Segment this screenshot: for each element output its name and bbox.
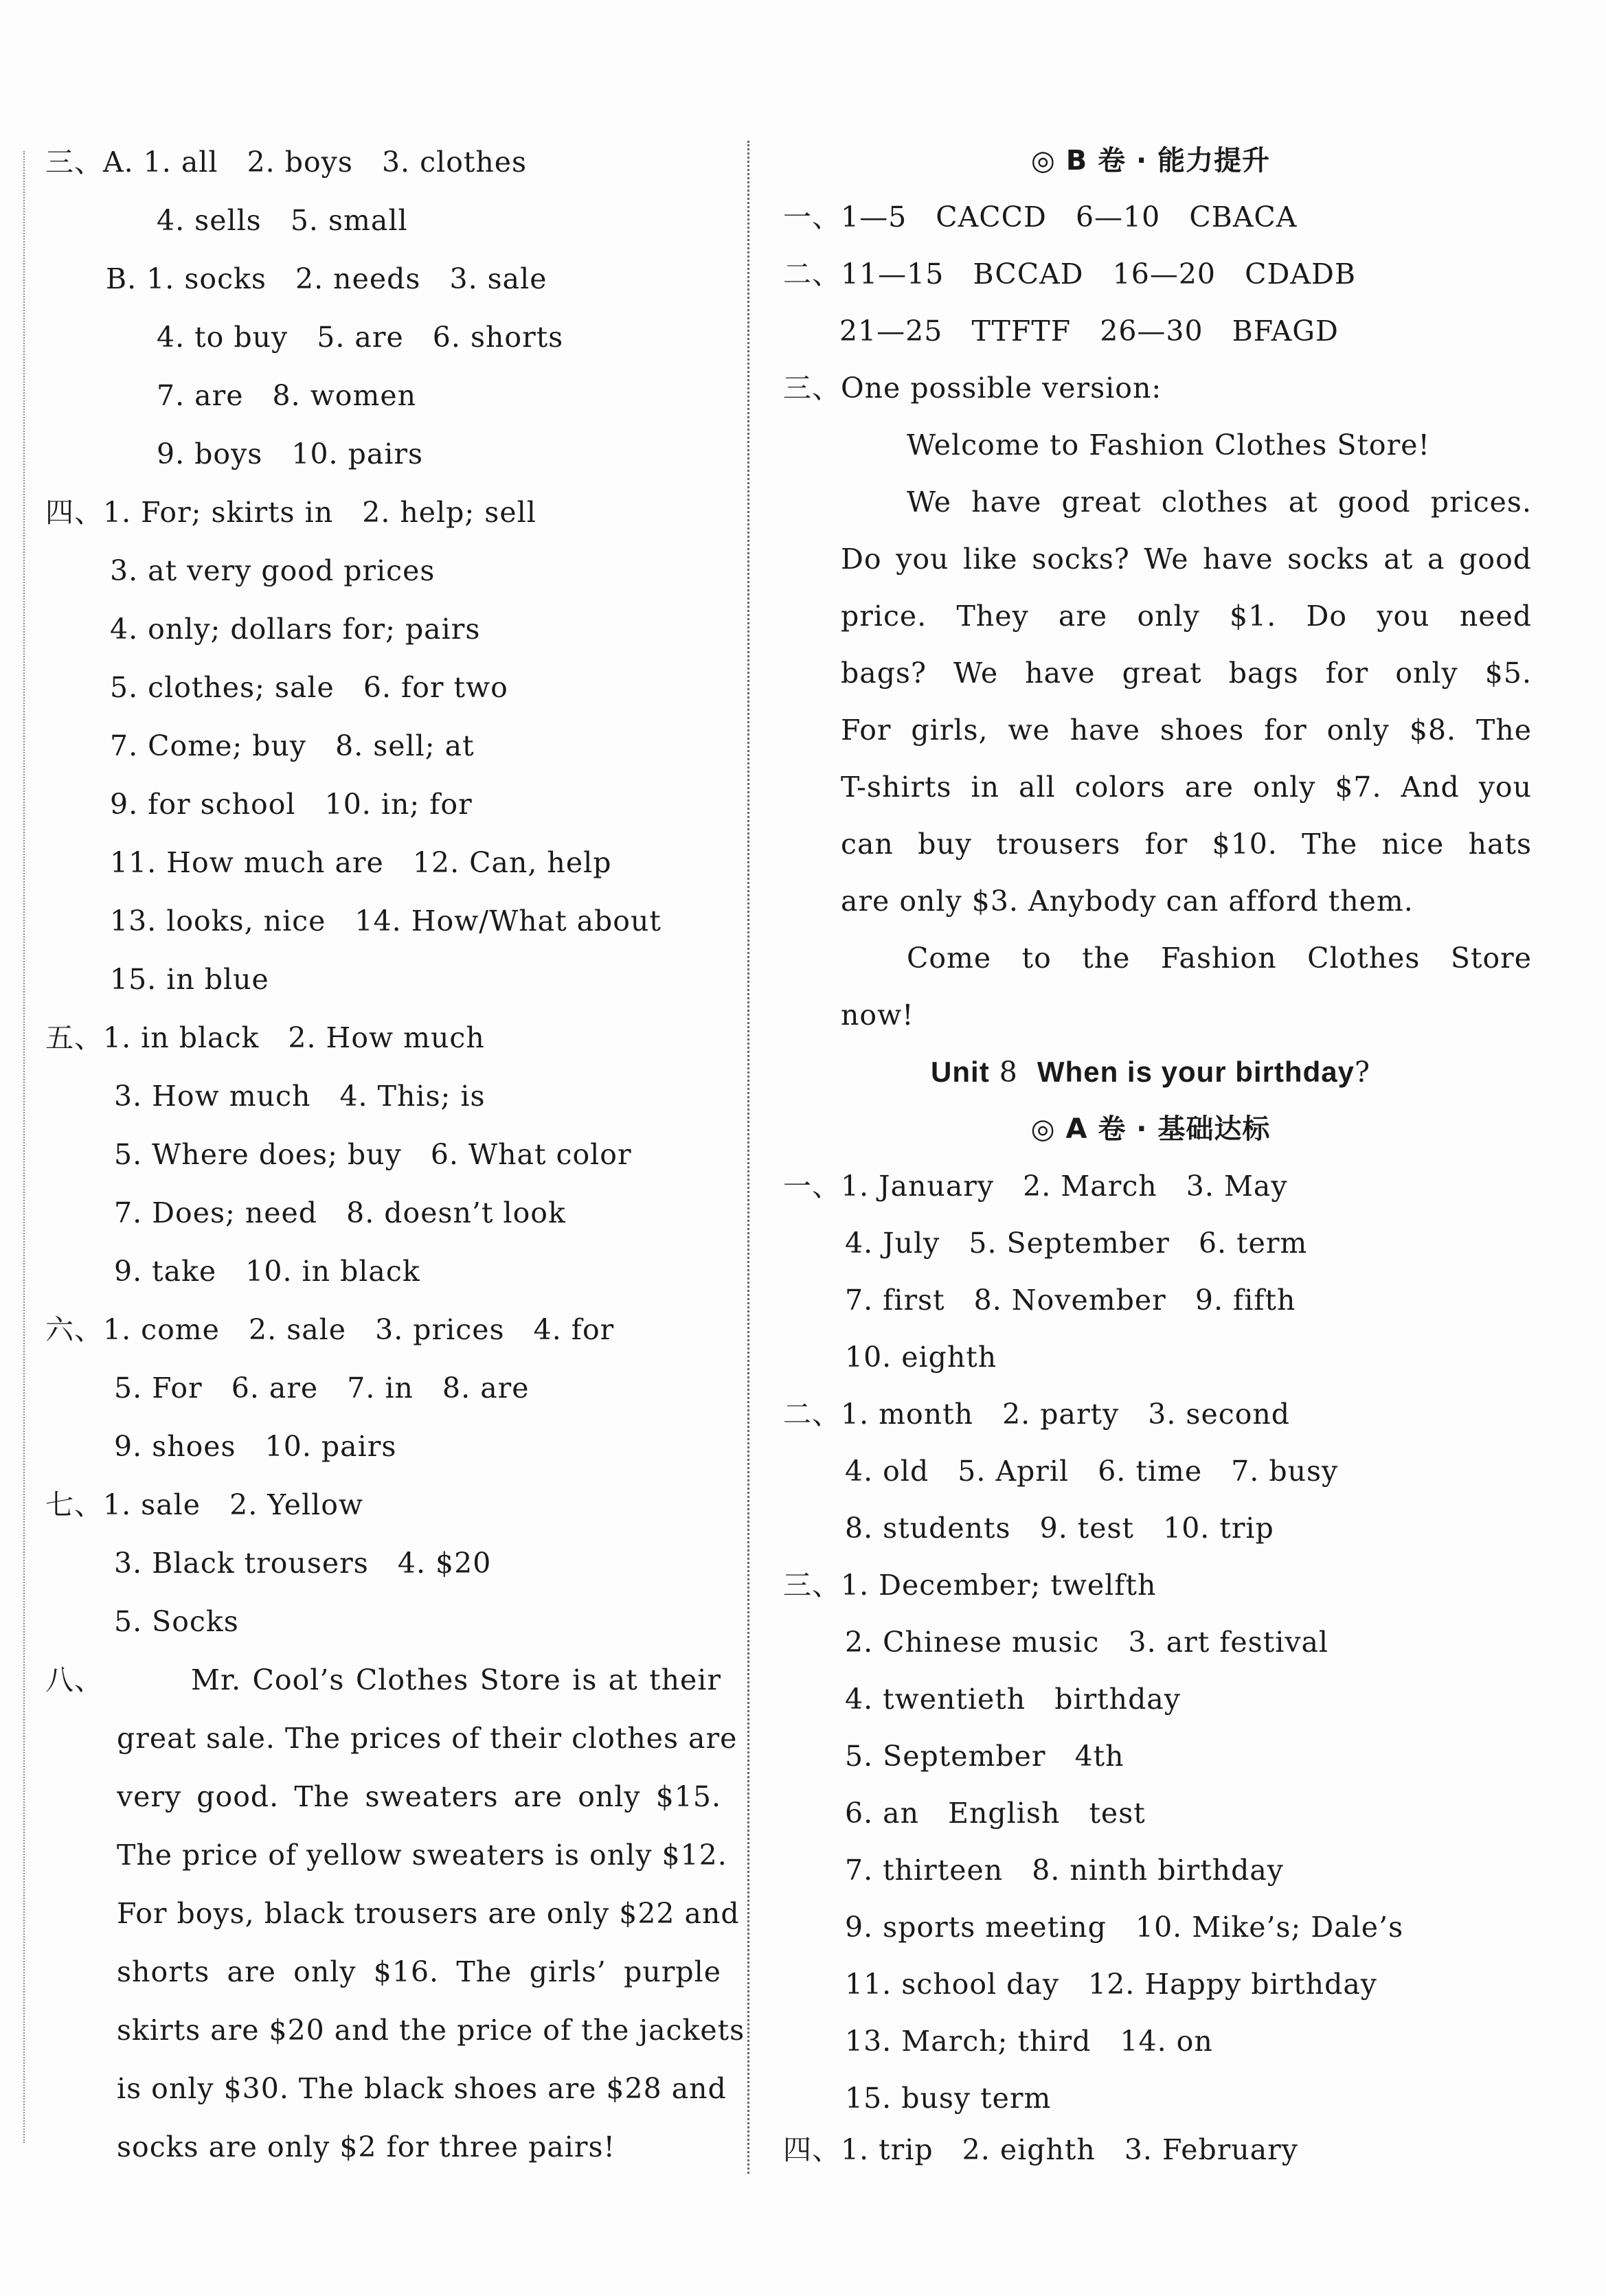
essay-right-p2-line6: T-shirts in all colors are only $7. And you: [841, 771, 1532, 804]
essay-left-line2: great sale. The prices of their clothes are: [117, 1722, 738, 1755]
left-margin-rule: [23, 151, 25, 2143]
essay-left-line9: socks are only $2 for three pairs!: [117, 2130, 615, 2163]
section-liu-line1: 六、1. come 2. sale 3. prices 4. for: [45, 1313, 615, 1346]
section-mark: 一、: [783, 201, 841, 234]
section-wu-line1: 五、1. in black 2. How much: [45, 1021, 485, 1054]
section-liu-line2: 5. For 6. are 7. in 8. are: [114, 1372, 530, 1405]
essay-right-p2-line8: are only $3. Anybody can afford them.: [841, 885, 1414, 918]
section-qi-line3: 5. Socks: [114, 1605, 239, 1638]
a-yi-line4: 10. eighth: [845, 1341, 997, 1374]
essay-right-p2-line5: For girls, we have shoes for only $8. The: [841, 714, 1532, 747]
section-mark: 七、: [45, 1488, 103, 1521]
section-si-line1: 四、1. For; skirts in 2. help; sell: [45, 496, 536, 529]
section-qi-line2: 3. Black trousers 4. $20: [114, 1547, 492, 1580]
section-si-line5: 7. Come; buy 8. sell; at: [110, 729, 475, 762]
section-mark: 三、: [45, 146, 103, 179]
section-si-line7: 11. How much are 12. Can, help: [110, 846, 612, 879]
a-san-line3: 4. twentieth birthday: [845, 1683, 1181, 1716]
a-si-line1: 四、1. trip 2. eighth 3. February: [783, 2133, 1298, 2166]
essay-left-line4: The price of yellow sweaters is only $12.: [117, 1839, 727, 1872]
a-san-line6: 7. thirteen 8. ninth birthday: [845, 1854, 1284, 1887]
b-san-intro: 三、One possible version:: [783, 372, 1162, 405]
section-san-line1: 三、A. 1. all 2. boys 3. clothes: [45, 146, 528, 179]
essay-left-line7: skirts are $20 and the price of the jackets: [117, 2014, 745, 2047]
section-a-heading: ◎ A 卷 · 基础达标: [1030, 1113, 1271, 1145]
b-yi-line1: 一、1—5 CACCD 6—10 CBACA: [783, 201, 1298, 234]
section-wu-line2: 3. How much 4. This; is: [114, 1080, 486, 1113]
section-mark: 四、: [45, 496, 103, 529]
section-si-line3: 4. only; dollars for; pairs: [110, 613, 481, 646]
section-wu-line4: 7. Does; need 8. doesn’t look: [114, 1196, 566, 1229]
a-san-line7: 9. sports meeting 10. Mike’s; Dale’s: [845, 1911, 1404, 1944]
a-san-line10: 15. busy term: [845, 2082, 1052, 2115]
section-mark: 三、: [783, 372, 841, 405]
section-si-line9: 15. in blue: [110, 963, 269, 996]
section-wu-line3: 5. Where does; buy 6. What color: [114, 1138, 632, 1171]
a-san-line5: 6. an English test: [845, 1797, 1146, 1830]
a-san-line8: 11. school day 12. Happy birthday: [845, 1968, 1377, 2001]
section-mark: 六、: [45, 1313, 103, 1346]
essay-left-line3: very good. The sweaters are only $15.: [117, 1780, 721, 1813]
section-si-line4: 5. clothes; sale 6. for two: [110, 671, 508, 704]
double-circle-icon: ◎: [1030, 1113, 1056, 1145]
essay-left-line5: For boys, black trousers are only $22 and: [117, 1897, 740, 1930]
essay-right-p2-line1: We have great clothes at good prices.: [907, 486, 1532, 519]
section-mark: 二、: [783, 258, 841, 291]
section-mark: 四、: [783, 2133, 841, 2166]
section-si-line2: 3. at very good prices: [110, 554, 436, 587]
section-san-line4: 4. to buy 5. are 6. shorts: [157, 321, 564, 354]
section-wu-line5: 9. take 10. in black: [114, 1255, 420, 1288]
a-san-line2: 2. Chinese music 3. art festival: [845, 1626, 1329, 1659]
section-mark: 三、: [783, 1569, 841, 1602]
essay-left-line6: shorts are only $16. The girls’ purple: [117, 1955, 721, 1988]
a-san-line9: 13. March; third 14. on: [845, 2025, 1213, 2058]
essay-right-p2-line7: can buy trousers for $10. The nice hats: [841, 828, 1532, 861]
unit-title: Unit 8 When is your birthday?: [931, 1056, 1370, 1089]
section-san-line3: B. 1. socks 2. needs 3. sale: [106, 262, 547, 295]
a-san-line4: 5. September 4th: [845, 1740, 1124, 1773]
essay-right-p2-line4: bags? We have great bags for only $5.: [841, 657, 1532, 690]
a-yi-line3: 7. first 8. November 9. fifth: [845, 1284, 1296, 1317]
section-ba-mark: 八、: [45, 1663, 103, 1696]
section-liu-line3: 9. shoes 10. pairs: [114, 1430, 397, 1463]
a-er-line3: 8. students 9. test 10. trip: [845, 1512, 1274, 1545]
essay-right-p3-line2: now!: [841, 999, 914, 1032]
a-san-line1: 三、1. December; twelfth: [783, 1569, 1157, 1602]
essay-left-line8: is only $30. The black shoes are $28 and: [117, 2072, 727, 2105]
a-er-line2: 4. old 5. April 6. time 7. busy: [845, 1455, 1339, 1488]
a-yi-line2: 4. July 5. September 6. term: [845, 1227, 1308, 1260]
essay-right-p1: Welcome to Fashion Clothes Store!: [907, 429, 1430, 462]
column-divider: [747, 141, 749, 2174]
section-si-line6: 9. for school 10. in; for: [110, 788, 473, 821]
section-b-heading: ◎ B 卷 · 能力提升: [1030, 145, 1271, 177]
b-er-line2: 21—25 TTFTF 26—30 BFAGD: [839, 315, 1339, 348]
essay-right-p2-line2: Do you like socks? We have socks at a good: [841, 543, 1532, 576]
section-san-line6: 9. boys 10. pairs: [157, 437, 424, 470]
section-mark: 一、: [783, 1170, 841, 1203]
section-san-line2: 4. sells 5. small: [157, 204, 408, 237]
essay-left-line1: Mr. Cool’s Clothes Store is at their: [191, 1663, 721, 1696]
section-san-line5: 7. are 8. women: [157, 379, 417, 412]
section-qi-line1: 七、1. sale 2. Yellow: [45, 1488, 364, 1521]
a-yi-line1: 一、1. January 2. March 3. May: [783, 1170, 1288, 1203]
essay-right-p2-line3: price. They are only $1. Do you need: [841, 600, 1532, 633]
a-er-line1: 二、1. month 2. party 3. second: [783, 1398, 1291, 1431]
essay-right-p3-line1: Come to the Fashion Clothes Store: [907, 942, 1532, 975]
double-circle-icon: ◎: [1030, 145, 1056, 177]
section-mark: 五、: [45, 1021, 103, 1054]
section-si-line8: 13. looks, nice 14. How/What about: [110, 905, 661, 937]
section-mark: 二、: [783, 1398, 841, 1431]
b-er-line1: 二、11—15 BCCAD 16—20 CDADB: [783, 258, 1356, 291]
